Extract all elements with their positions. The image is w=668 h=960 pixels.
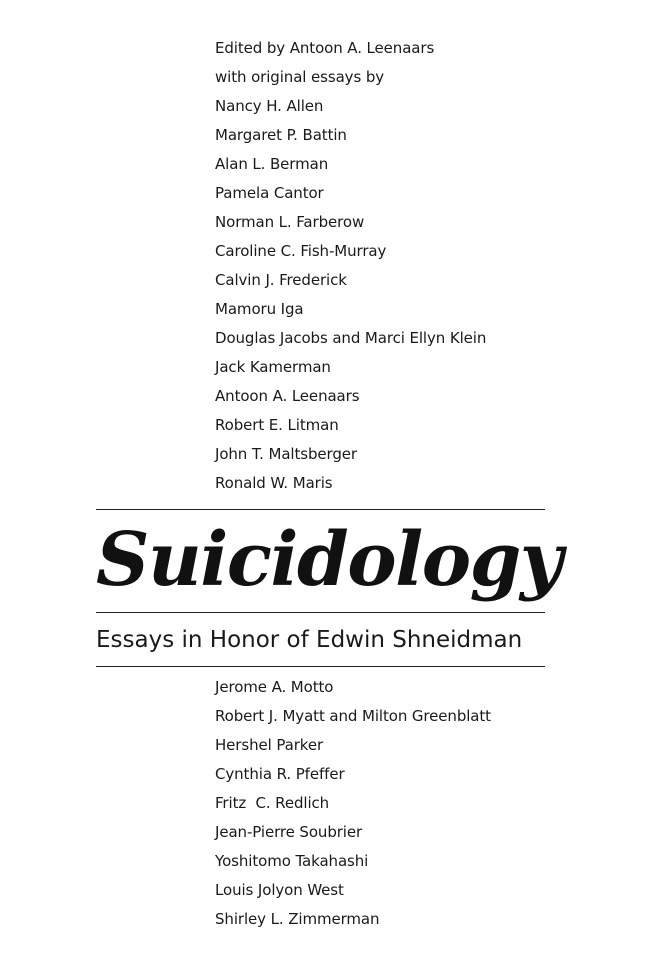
- contributor-name: Alan L. Berman: [215, 155, 329, 173]
- contributor-name: Nancy H. Allen: [215, 97, 324, 115]
- contributor-name: Ronald W. Maris: [215, 474, 333, 492]
- contributors-list-bottom: [215, 673, 491, 934]
- contributor-name: Caroline C. Fish-Murray: [215, 242, 387, 260]
- contributor-name: Shirley L. Zimmerman: [215, 910, 380, 928]
- contributors-list-top: [215, 34, 486, 498]
- contributor-name: Norman L. Farberow: [215, 213, 365, 231]
- contributor-name: Douglas Jacobs and Marci Ellyn Klein: [215, 329, 487, 347]
- contributor-name: Mamoru Iga: [215, 300, 304, 318]
- contributor-name: Robert E. Litman: [215, 416, 339, 434]
- contributor-name: Jean-Pierre Soubrier: [215, 823, 363, 841]
- contributor-name: Yoshitomo Takahashi: [215, 852, 369, 870]
- editor-credit: Edited by Antoon A. Leenaars: [215, 39, 435, 57]
- book-subtitle: Essays in Honor of Edwin Shneidman: [96, 627, 523, 653]
- contributor-name: Antoon A. Leenaars: [215, 387, 360, 405]
- divider-below-subtitle: [96, 666, 545, 667]
- contributor-name: Margaret P. Battin: [215, 126, 347, 144]
- contributor-name: Pamela Cantor: [215, 184, 324, 202]
- divider-below-title: [96, 612, 545, 613]
- contributor-name: Cynthia R. Pfeffer: [215, 765, 345, 783]
- contributor-name: Jerome A. Motto: [215, 678, 334, 696]
- contributor-name: Robert J. Myatt and Milton Greenblatt: [215, 707, 491, 725]
- contributor-name: Louis Jolyon West: [215, 881, 344, 899]
- contributor-name: Calvin J. Frederick: [215, 271, 347, 289]
- book-title: Suicidology: [96, 517, 562, 603]
- contributor-name: Jack Kamerman: [215, 358, 331, 376]
- contributor-name: Fritz C. Redlich: [215, 794, 330, 812]
- essays-by-caption: with original essays by: [215, 68, 385, 86]
- contributor-name: Hershel Parker: [215, 736, 324, 754]
- contributor-name: John T. Maltsberger: [215, 445, 357, 463]
